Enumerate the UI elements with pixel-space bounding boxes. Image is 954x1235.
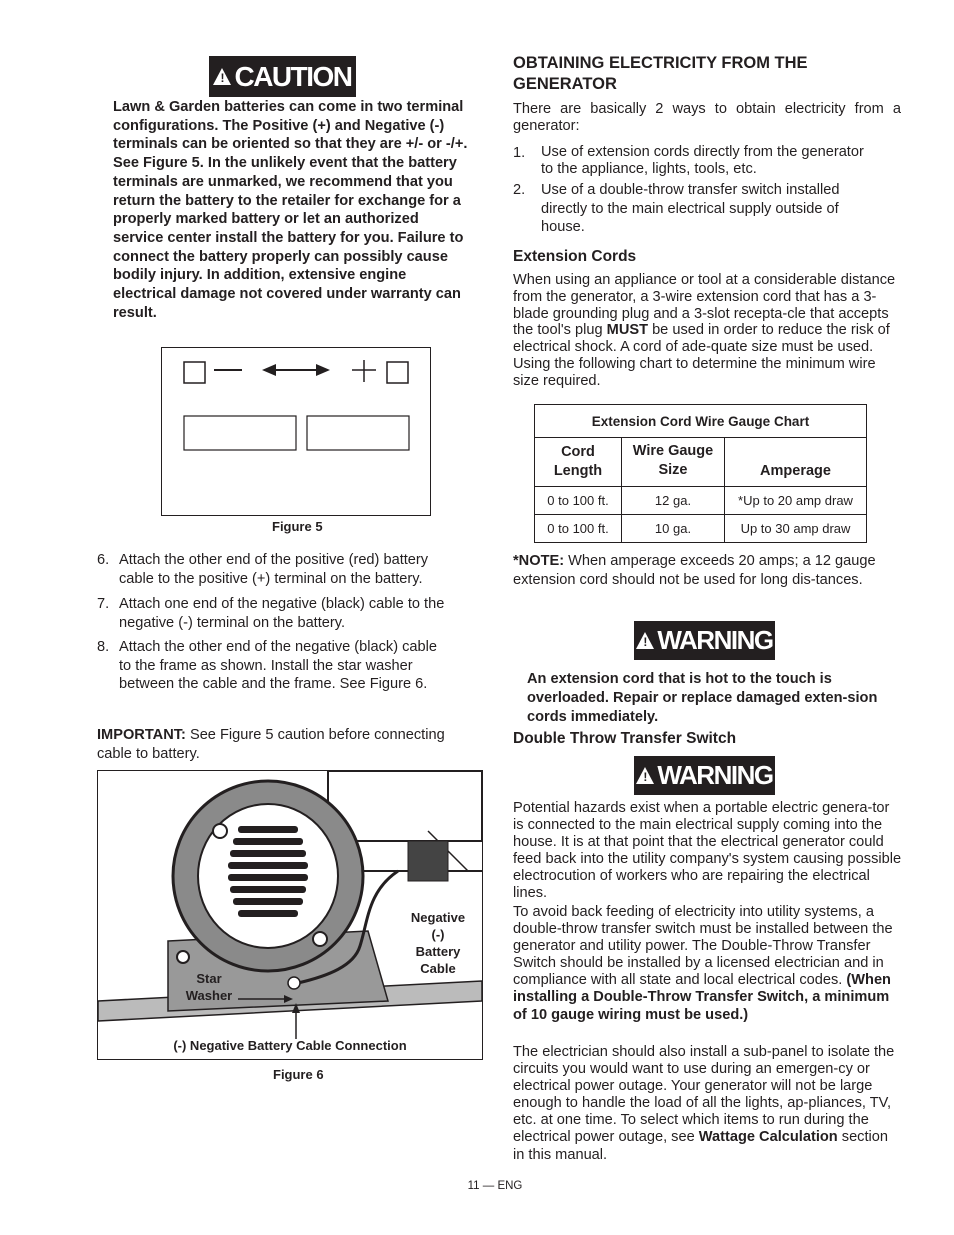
- wire-gauge-chart: [534, 404, 867, 543]
- negative-cable-label: Negative (-) Battery Cable: [410, 910, 466, 976]
- warning-badge-1: ! WARNING: [633, 620, 776, 661]
- caution-badge: ! CAUTION: [208, 55, 357, 98]
- warning-triangle-icon: [636, 767, 654, 784]
- figure-6-caption: Figure 6: [273, 1067, 324, 1082]
- extension-cords-text: When using an appliance or tool at a considerable distance from the generator, a 3-wire extension cord that has a 3-blade grounding plug and a 3-slot recepta-cle that accepts the tool's plug MUST be used in order to reduce the risk of electrical shock. A cord of ade-quate size must be used. Using the following chart to determine the minimum wire size required.: [513, 272, 896, 389]
- intro-text: There are basically 2 ways to obtain electricity from a generator:: [513, 101, 901, 134]
- table-row: 0 to 100 ft. 10 ga. Up to 30 amp draw: [535, 515, 867, 543]
- header-wire-gauge: Wire Gauge Size: [622, 438, 725, 487]
- figure-5: [161, 347, 431, 516]
- battery-diagram: [162, 348, 432, 517]
- caution-text: Lawn & Garden batteries can come in two terminal configurations. The Positive (+) and Negative (-) terminals can be oriented so that they are +/- or -/+. See Figure 5. In the unlikely event that the battery terminals are unmarked, we recommend that you return the battery to the retailer for exchange for a properly marked battery or let an authorized service center install the battery for you. Failure to connect the battery properly can possibly cause bodily injury. In addition, extensive engine electrical damage not covered under warranty can result.: [113, 99, 468, 321]
- chart-title: Extension Cord Wire Gauge Chart: [535, 405, 867, 438]
- important-note: IMPORTANT: See Figure 5 caution before connecting cable to battery.: [97, 727, 445, 762]
- figure-6-bottom-label: (-) Negative Battery Cable Connection: [173, 1038, 407, 1053]
- warning-badge-2: ! WARNING: [633, 755, 776, 796]
- double-throw-para-1: Potential hazards exist when a portable electric genera-tor is connected to the main electrical supply coming into the house. It is at that point that the electrical generator could feed back into the utility company's system causing possible electrocution of workers who are repairing the electrical lines.: [513, 800, 902, 902]
- double-throw-para-2: To avoid back feeding of electricity into utility systems, a double-throw transfer switch must be installed between the generator and utility power. The Double-Throw Transfer Switch should be installed by a licensed electrician and in compliance with all state and local electrical codes. (When installing a Double-Throw Transfer Switch, a minimum of 10 gauge wiring must be used.): [513, 904, 893, 1023]
- section-title: OBTAINING ELECTRICITY FROM THE GENERATOR: [513, 54, 808, 93]
- figure-6: [97, 770, 483, 1060]
- warning-triangle-icon: [213, 68, 231, 85]
- bolt: [177, 951, 189, 963]
- page-footer: 11 — ENG: [467, 1180, 523, 1192]
- double-throw-para-3: The electrician should also install a sub-panel to isolate the circuits you would want to use during an emergen-cy or electrical power outage. Your generator will not be large enough to handle the load of all the lights, ap-pliances, TV, etc. at one time. To select which items to run during the electrical power outage, see Wattage Calculation section in this manual.: [513, 1044, 895, 1163]
- arrow-right-icon: [316, 364, 330, 376]
- note-text: *NOTE: When amperage exceeds 20 amps; a 12 gauge extension cord should not be used for long dis-tances.: [513, 553, 876, 588]
- arrow-left-icon: [262, 364, 276, 376]
- bracket-block: [408, 841, 448, 881]
- positive-terminal-box: [387, 362, 408, 383]
- double-throw-heading: Double Throw Transfer Switch: [513, 730, 737, 747]
- bolt: [213, 824, 227, 838]
- battery-label-left: [184, 416, 296, 450]
- star-washer: [288, 977, 300, 989]
- table-row: 0 to 100 ft. 12 ga. *Up to 20 amp draw: [535, 487, 867, 515]
- bolt: [313, 932, 327, 946]
- negative-terminal-box: [184, 362, 205, 383]
- star-washer-label: Star Washer: [185, 971, 233, 1003]
- figure-5-caption: Figure 5: [272, 519, 323, 534]
- warning-triangle-icon: [636, 632, 654, 649]
- header-amperage: Amperage: [725, 438, 867, 487]
- warning-1-text: An extension cord that is hot to the touch is overloaded. Repair or replace damaged exten-sion cords immediately.: [527, 671, 878, 725]
- header-cord-length: Cord Length: [535, 438, 622, 487]
- extension-cords-heading: Extension Cords: [513, 248, 637, 265]
- battery-label-right: [307, 416, 409, 450]
